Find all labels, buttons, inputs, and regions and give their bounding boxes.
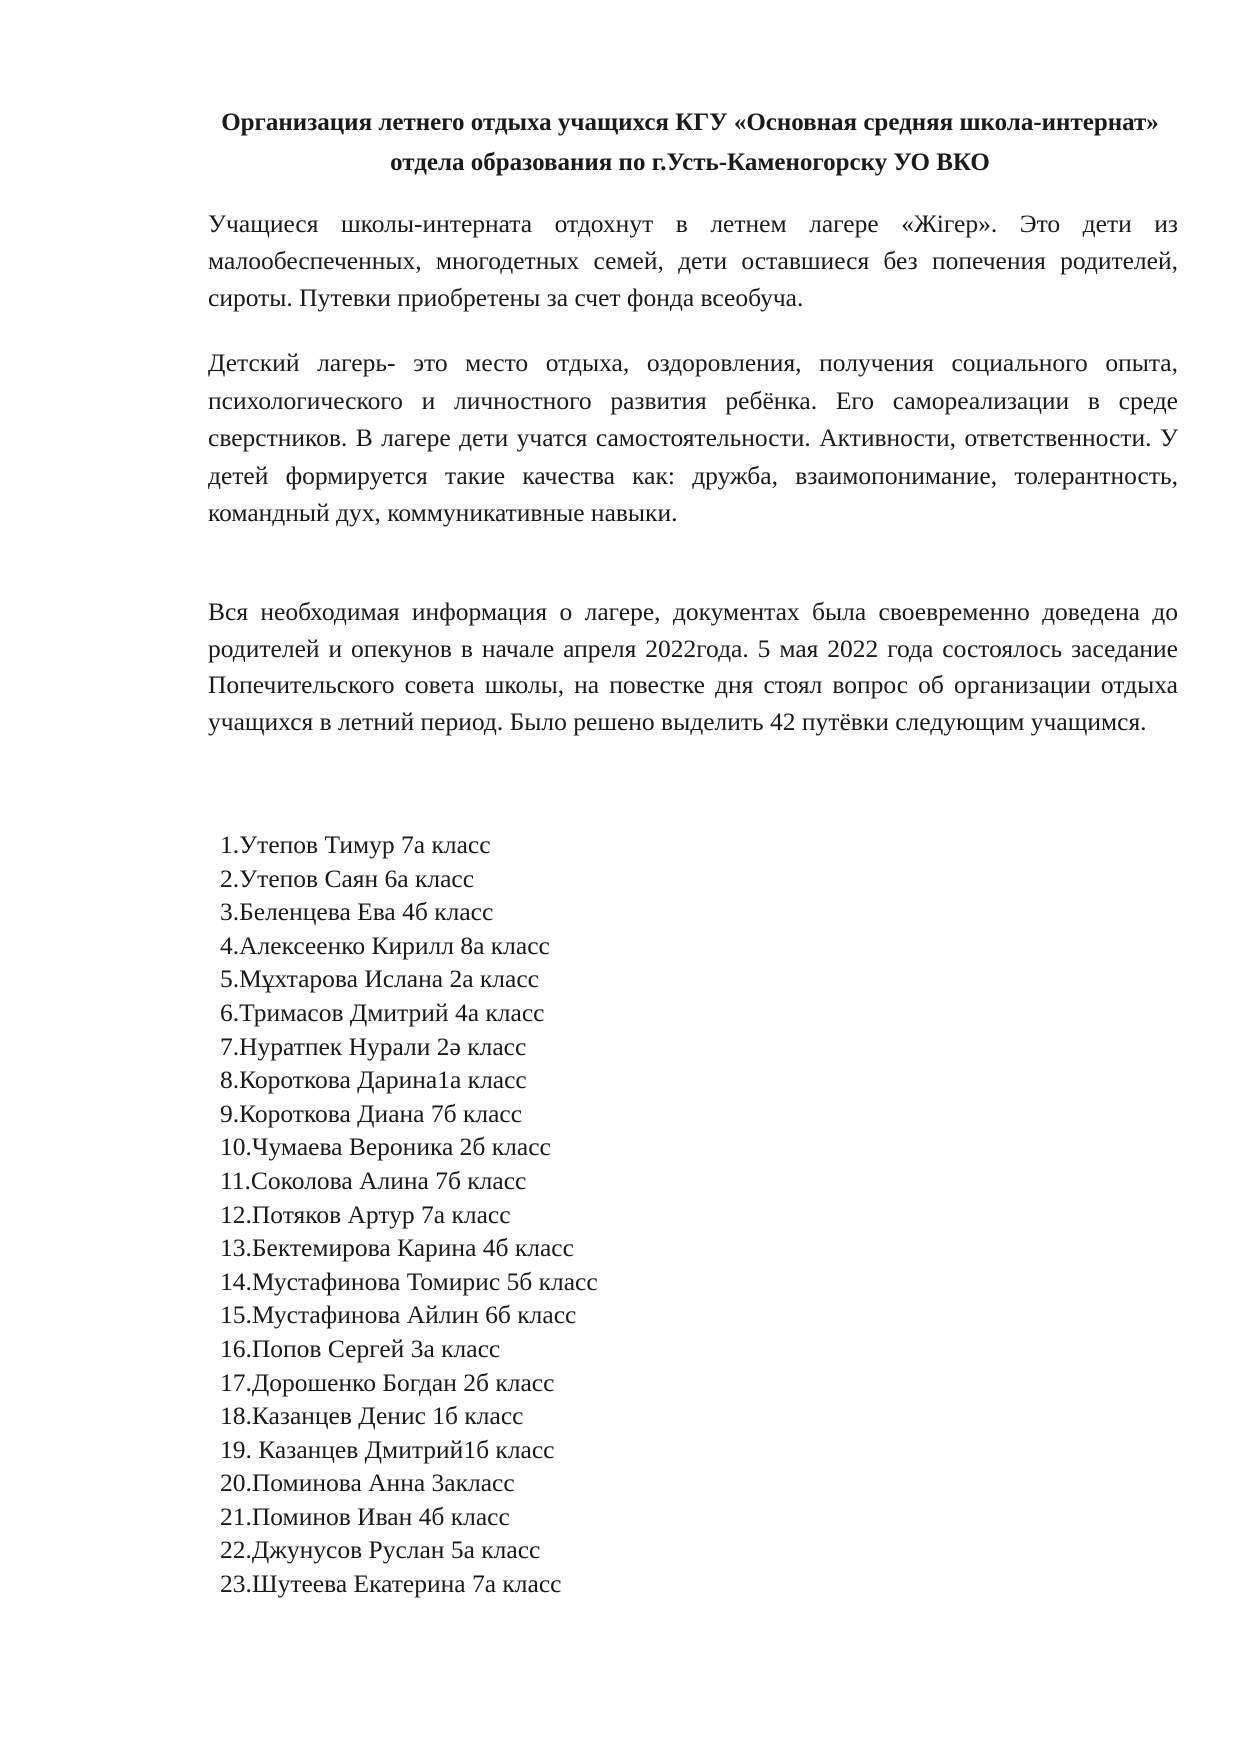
list-item: 1.Утепов Тимур 7а класс: [220, 830, 491, 859]
student-list: [220, 828, 598, 1601]
list-item: 12.Потяков Артур 7а класс: [220, 1199, 511, 1229]
list-item: 6.Тримасов Дмитрий 4а класс: [220, 997, 545, 1027]
list-item: 18.Казанцев Денис 1б класс: [220, 1401, 524, 1431]
list-item: 8.Короткова Дарина1а класс: [220, 1065, 527, 1095]
list-item: 13.Бектемирова Карина 4б класс: [220, 1233, 574, 1263]
list-item: 15.Мустафинова Айлин 6б класс: [220, 1300, 577, 1330]
list-item: 7.Нуратпек Нурали 2ә класс: [220, 1031, 527, 1061]
document-title: Организация летнего отдыха учащихся КГУ «Основная средняя школа-интернат» отдела образования по г.Усть-Каменогорску УО ВКО: [221, 109, 1159, 176]
list-item: 5.Мұхтарова Ислана 2а класс: [220, 964, 539, 994]
list-item: 21.Поминов Иван 4б класс: [220, 1501, 510, 1531]
list-item: 20.Поминова Анна 3акласс: [220, 1468, 515, 1498]
list-item: 10.Чумаева Вероника 2б класс: [220, 1132, 551, 1162]
list-item: 9.Короткова Диана 7б класс: [220, 1098, 523, 1128]
list-item: 16.Попов Сергей 3а класс: [220, 1333, 501, 1363]
list-item: 11.Соколова Алина 7б класс: [220, 1165, 527, 1195]
list-item: 14.Мустафинова Томирис 5б класс: [220, 1266, 598, 1296]
list-item: 19. Казанцев Дмитрий1б класс: [220, 1434, 555, 1464]
list-item: 22.Джунусов Руслан 5а класс: [220, 1535, 541, 1565]
list-item: 3.Беленцева Ева 4б класс: [220, 897, 494, 927]
list-item: 23.Шутеева Екатерина 7а класс: [220, 1569, 562, 1599]
list-item: 17.Дорошенко Богдан 2б класс: [220, 1367, 555, 1397]
paragraph-camp-information: Вся необходимая информация о лагере, документах была своевременно доведена до родителей и опекунов в начале апреля 2022года. 5 мая 2022 года состоялось заседание Попечительского совета школы, на повестке дня стоял вопрос об организации отдыха учащихся в летний период. Было решено выделить 42 путёвки следующим учащимся.: [208, 597, 1178, 736]
list-item: 2.Утепов Саян 6а класс: [220, 863, 475, 893]
list-item: 4.Алексеенко Кирилл 8а класс: [220, 930, 550, 960]
paragraph-camp-intro: Учащиеся школы-интерната отдохнут в летнем лагере «Жігер». Это дети из малообеспеченных, многодетных семей, дети оставшиеся без попечения родителей, сироты. Путевки приобретены за счет фонда всеобуча.: [208, 209, 1178, 312]
paragraph-camp-purpose: Детский лагерь- это место отдыха, оздоровления, получения социального опыта, психологического и личностного развития ребёнка. Его самореализации в среде сверстников. В лагере дети учатся самостоятельности. Активности, ответственности. У детей формируется такие качества как: дружба, взаимопонимание, толерантность, командный дух, коммуникативные навыки.: [208, 348, 1178, 527]
